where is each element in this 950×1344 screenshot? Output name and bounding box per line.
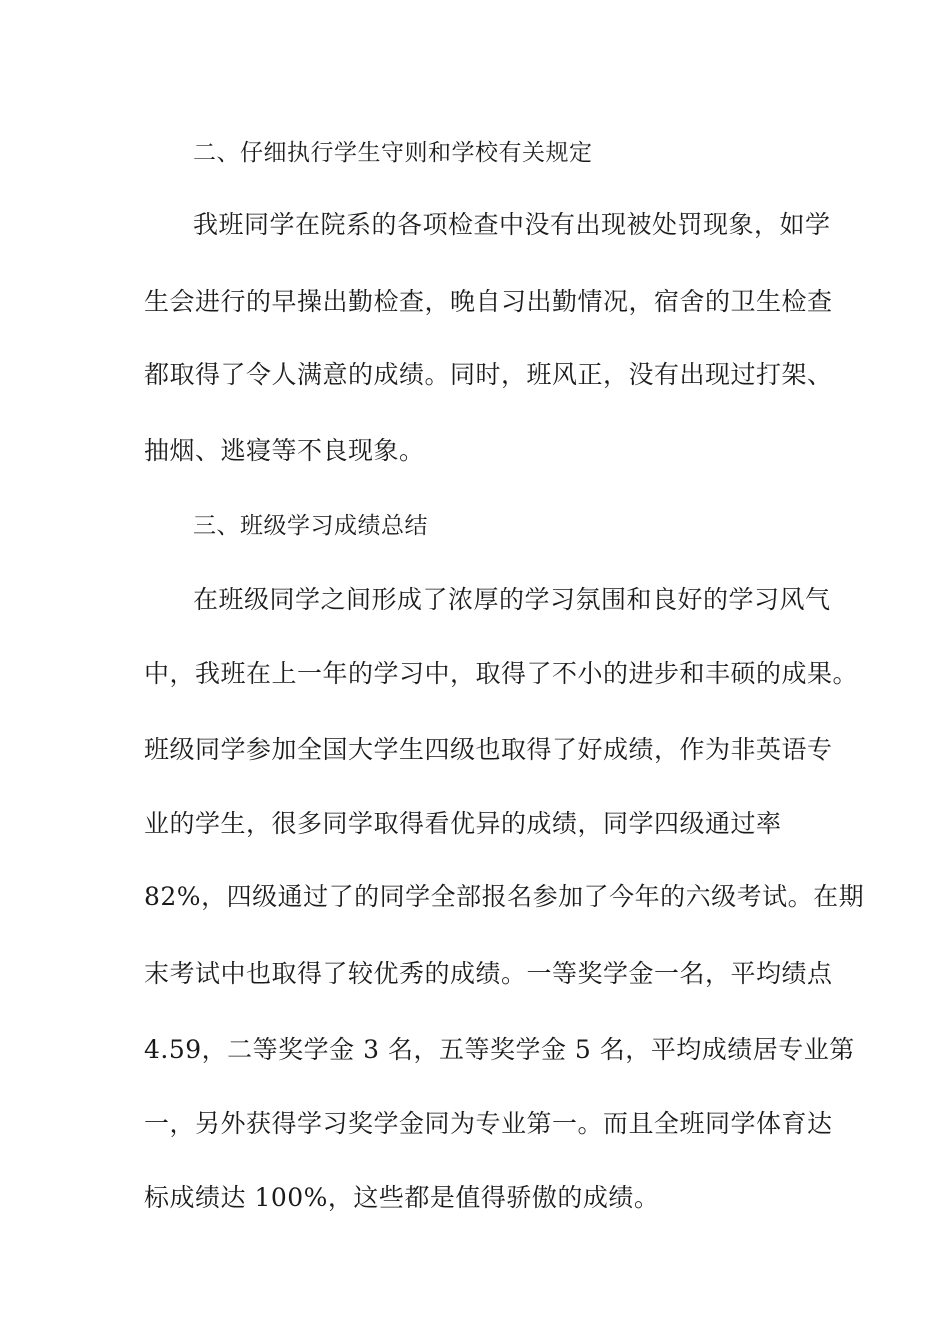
- section-3-paragraph-line: 一，另外获得学习奖学金同为专业第一。而且全班同学体育达: [144, 1109, 833, 1138]
- section-2-paragraph-line: 抽烟、逃寝等不良现象。: [144, 436, 425, 465]
- section-3-paragraph-line: 82%，四级通过了的同学全部报名参加了今年的六级考试。在期: [144, 882, 865, 911]
- section-2-paragraph-line: 生会进行的早操出勤检查，晚自习出勤情况，宿舍的卫生检查: [144, 287, 833, 316]
- section-2-paragraph-line: 我班同学在院系的各项检查中没有出现被处罚现象，如学: [193, 210, 831, 239]
- section-2-paragraph-line: 都取得了令人满意的成绩。同时，班风正，没有出现过打架、: [144, 360, 833, 389]
- section-3-paragraph-line: 末考试中也取得了较优秀的成绩。一等奖学金一名，平均绩点: [144, 959, 833, 988]
- section-3-paragraph-line: 中，我班在上一年的学习中，取得了不小的进步和丰硕的成果。: [144, 659, 859, 688]
- section-3-paragraph-line: 在班级同学之间形成了浓厚的学习氛围和良好的学习风气: [193, 585, 831, 614]
- section-3-paragraph-line: 班级同学参加全国大学生四级也取得了好成绩，作为非英语专: [144, 735, 833, 764]
- section-3-heading: 三、班级学习成绩总结: [193, 513, 428, 539]
- section-2-heading: 二、仔细执行学生守则和学校有关规定: [193, 140, 593, 166]
- section-3-paragraph-line: 4.59，二等奖学金 3 名，五等奖学金 5 名，平均成绩居专业第: [144, 1035, 855, 1064]
- section-3-paragraph-line: 标成绩达 100%，这些都是值得骄傲的成绩。: [144, 1183, 660, 1212]
- section-3-paragraph-line: 业的学生，很多同学取得看优异的成绩，同学四级通过率: [144, 809, 782, 838]
